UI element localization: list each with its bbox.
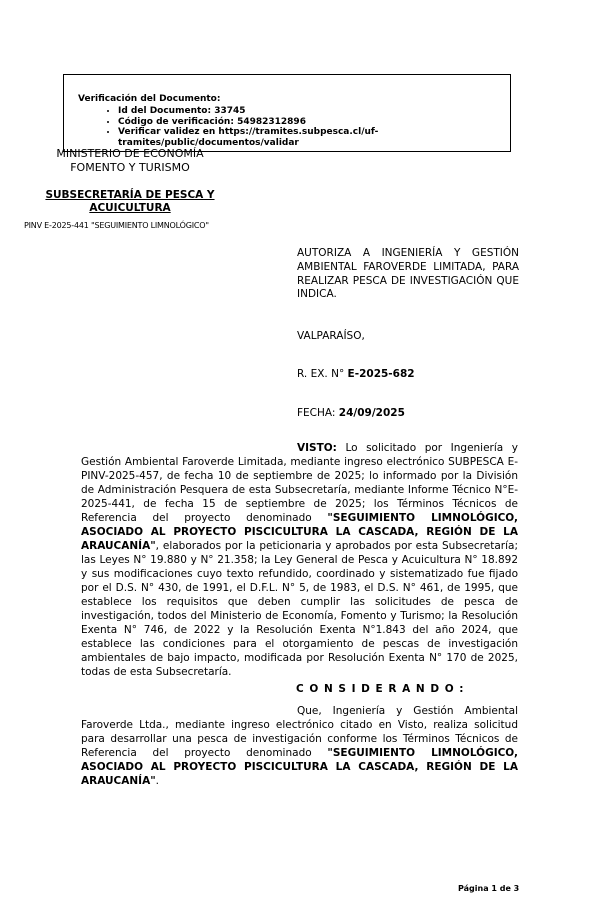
considerando-period: . [155, 775, 160, 787]
department-line-1: SUBSECRETARÍA DE PESCA Y [45, 189, 215, 201]
visto-paragraph [81, 441, 518, 679]
verification-item-document-id: • Id del Documento: 33745 [118, 106, 510, 117]
resolution-date [297, 407, 405, 419]
considerando-text-1: Que, Ingeniería y Gestión Ambiental Faroverde Ltda., mediante ingreso electrónico citado en Visto, realiza solicitud para desarrollar una pesca de investigación conforme los Términos Técnicos de Referencia del proyecto denominado [81, 705, 518, 759]
department-line-2: ACUICULTURA [89, 202, 171, 214]
department-header [15, 189, 245, 215]
page-indicator: Página 1 de 3 [458, 884, 520, 893]
project-reference: PINV E-2025-441 "SEGUIMIENTO LIMNOLÓGICO" [24, 221, 209, 230]
visto-project-title: "SEGUIMIENTO LIMNOLÓGICO, ASOCIADO AL PROYECTO PISCICULTURA LA CASCADA, REGIÓN DE LA ARAUCANÍA" [81, 512, 518, 552]
verification-box [63, 74, 511, 152]
page-footer [458, 884, 519, 893]
considerando-heading: C O N S I D E R A N D O : [296, 683, 465, 695]
resolution-number-label: R. EX. N° [297, 368, 348, 380]
visto-text-2: , elaborados por la peticionaria y aprobados por esta Subsecretaría; las Leyes N° 19.880 y N° 21.358; la Ley General de Pesca y Acuicultura N° 18.892 y sus modificaciones cuyo texto refundido, coordinado y sistematizado fue fijado por el D.S. N° 430, de 1991, el D.F.L. N° 5, de 1983, el D.S. N° 461, de 1995, que establece los requisitos que deben cumplir las solicitudes de pesca de investigación, todos del Ministerio de Economía, Fomento y Turismo; la Resolución Exenta N° 746, de 2022 y la Resolución Exenta N°1.843 del año 2024, que establece las condiciones para el otorgamiento de pescas de investigación ambientales de bajo impacto, modificada por Resolución Exenta N° 170 de 2025, todas de esta Subsecretaría. [81, 540, 518, 678]
verification-item-code: • Código de verificación: 54982312896 [118, 117, 510, 128]
resolution-date-value: 24/09/2025 [338, 407, 405, 419]
resolution-city: VALPARAÍSO, [297, 330, 365, 342]
visto-text-1: Lo solicitado por Ingeniería y Gestión Ambiental Faroverde Limitada, mediante ingreso electrónico SUBPESCA E-PINV-2025-457, de fecha 10 de septiembre de 2025; lo informado por la División de Administración Pesquera de esta Subsecretaría, mediante Informe Técnico N°E-2025-441, de fecha 15 de septiembre de 2025; los Términos Técnicos de Referencia del proyecto denominado [81, 442, 518, 524]
visto-label: VISTO: [297, 442, 337, 454]
verification-url-link[interactable]: Verificar validez en https://tramites.subpesca.cl/uf-tramites/public/documentos/validar [118, 127, 379, 148]
considerando-project-title: "SEGUIMIENTO LIMNOLÓGICO, ASOCIADO AL PROYECTO PISCICULTURA LA CASCADA, REGIÓN DE LA ARAUCANÍA" [81, 747, 518, 787]
ministry-header [15, 147, 245, 174]
verification-item-url[interactable] [118, 127, 510, 148]
verification-list [78, 106, 510, 148]
ministry-line-1: MINISTERIO DE ECONOMÍA [56, 147, 204, 160]
resolution-number-value: E-2025-682 [347, 368, 415, 380]
verification-title: Verificación del Documento: [78, 94, 221, 104]
ministry-line-2: FOMENTO Y TURISMO [70, 160, 190, 174]
resolution-date-label: FECHA: [297, 407, 339, 419]
resolution-subject: AUTORIZA A INGENIERÍA Y GESTIÓN AMBIENTAL FAROVERDE LIMITADA, PARA REALIZAR PESCA DE INVESTIGACIÓN QUE INDICA. [297, 247, 519, 301]
resolution-number [297, 368, 415, 380]
considerando-paragraph [81, 704, 518, 788]
